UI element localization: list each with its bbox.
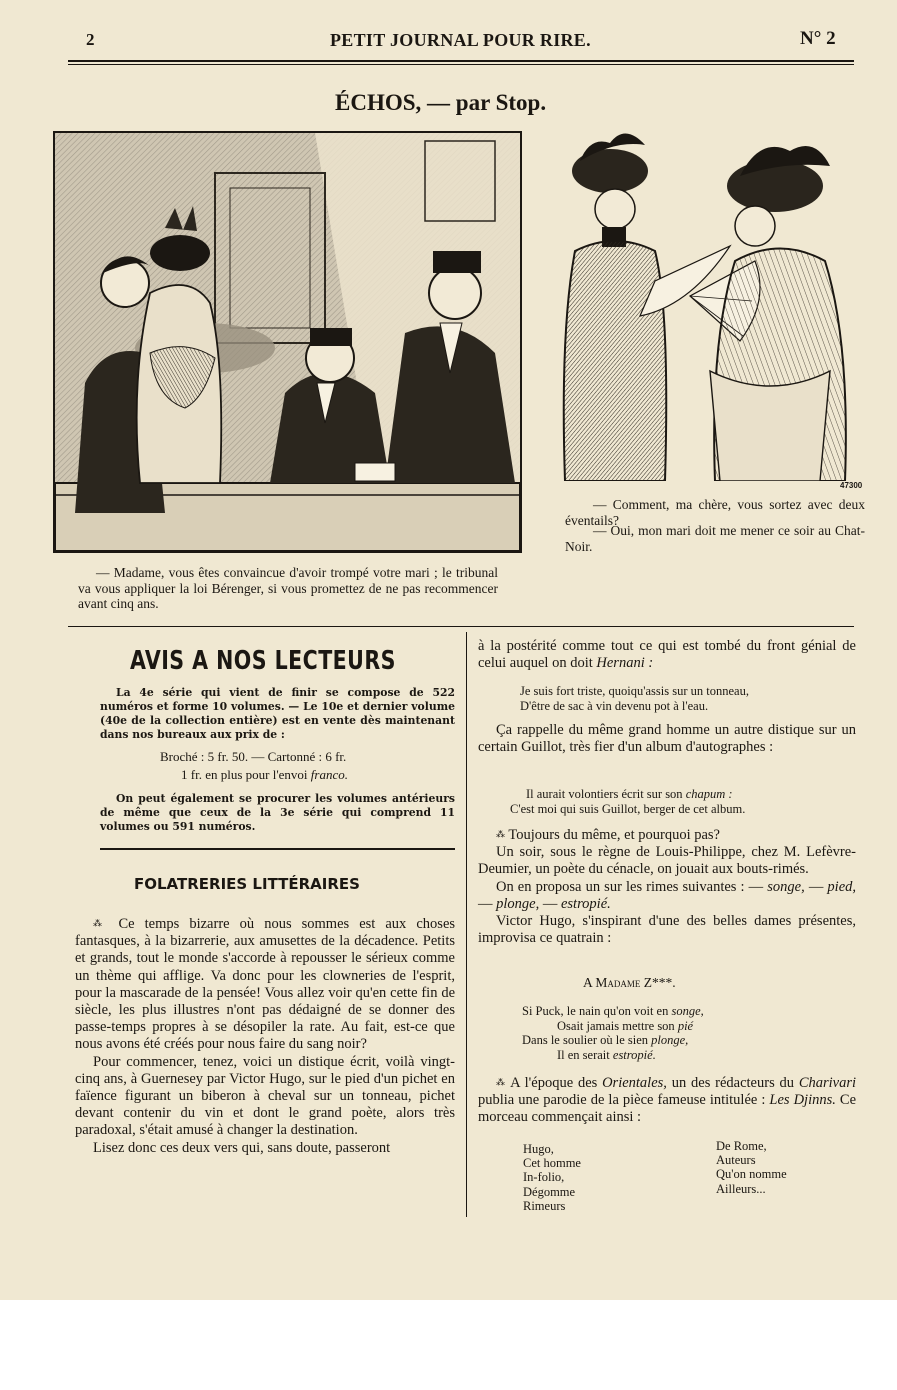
- verse-1-line-2: D'être de sac à vin devenu pot à l'eau.: [520, 698, 709, 713]
- djinns-right-3: Qu'on nomme: [716, 1167, 787, 1182]
- ladies-illustration: [560, 131, 866, 481]
- quatrain-line-4: Il en serait estropié.: [557, 1047, 656, 1062]
- asterism-icon: ⁂: [93, 918, 109, 928]
- quatrain-line-1: Si Puck, le nain qu'on voit en songe,: [522, 1004, 704, 1018]
- asterism-icon: ⁂: [496, 829, 505, 839]
- djinns-left-1: Hugo,: [523, 1142, 554, 1156]
- section-rule: [68, 626, 854, 627]
- courtroom-drawing: [55, 133, 520, 551]
- image-number: 47300: [840, 481, 863, 490]
- avis-notice-1: La 4e série qui vient de finir se compose de 522 numéros et forme 10 volumes. — Le 10e et dernier volume (40e de la collection entière) est en vente dès maintenant dans nos bureaux aux prix de :: [100, 686, 455, 741]
- djinns-left-3: In-folio,: [523, 1170, 565, 1185]
- djinns-left-4: Dégomme: [523, 1184, 576, 1199]
- avis-rule: [100, 848, 455, 850]
- avis-shipping-line: [181, 767, 348, 783]
- verse-1-line-1: Je suis fort triste, quoiqu'assis sur un tonneau,: [520, 684, 749, 698]
- rime-1: songe,: [767, 878, 805, 895]
- ladies-caption-1: — Comment, ma chère, vous sortez avec deux éventails?: [565, 497, 865, 528]
- folatreries-para-2: Pour commencer, tenez, voici un distique écrit, voilà vingt-cinq ans, à Guernesey par Victor Hugo, sur le pied d'un pichet en faïence figurant un biberon à cheval sur un tonneau, pichet devant contenir du vin et dont le grand poète, alors très paradoxal, s'était amusé à changer la destination.: [75, 1053, 455, 1139]
- chapum-word: chapum :: [685, 787, 733, 801]
- hernani-word: Hernani :: [596, 655, 654, 672]
- hernani-para: à la postérité comme tout ce qui est tombé du front génial de celui auquel on doit Hernani :: [478, 638, 856, 672]
- djinns-left-2: Cet homme: [523, 1156, 581, 1171]
- echos-title: ÉCHOS, — par Stop.: [335, 90, 547, 115]
- verse-2-line-1: Il aurait volontiers écrit sur son chapum :: [526, 787, 733, 801]
- page-number: 2: [86, 30, 95, 49]
- column-rule: [466, 632, 467, 1217]
- ladies-caption-2: — Oui, mon mari doit me mener ce soir au Chat-Noir.: [565, 523, 865, 554]
- hugo-para: Victor Hugo, s'inspirant d'une des belles dames présentes, improvisa ce quatrain :: [478, 913, 856, 947]
- rime-2: pied,: [827, 878, 857, 895]
- quatrain-line-2: Osait jamais mettre son pié: [557, 1018, 694, 1033]
- avis-title: AVIS A NOS LECTEURS: [130, 646, 396, 676]
- ladies-drawing: [560, 131, 866, 481]
- epoque-para: ⁂ A l'époque des Orientales, un des rédacteurs du Charivari publia une parodie de la pièce fameuse intitulée : Les Djinns. Ce morceau commençait ainsi :: [478, 1075, 857, 1126]
- djinns-left-5: Rimeurs: [523, 1198, 566, 1213]
- right-column-lower: [478, 826, 856, 947]
- folatreries-para-3: Lisez donc ces deux vers qui, sans doute, passeront: [93, 1139, 391, 1156]
- footer-band: [0, 1300, 897, 1390]
- djinns-right-4: Ailleurs...: [716, 1181, 766, 1196]
- verse-2-line-2: C'est moi qui suis Guillot, berger de cet album.: [510, 801, 746, 816]
- avis-prices: Broché : 5 fr. 50. — Cartonné : 6 fr.: [160, 749, 347, 764]
- rime-4: estropié.: [560, 895, 611, 912]
- header-rule: [68, 60, 854, 62]
- guillot-text: Ça rappelle du même grand homme un autre distique sur un certain Guillot, très fier d'un album d'autographes :: [478, 722, 856, 756]
- djinns-right-2: Auteurs: [716, 1153, 756, 1168]
- asterism-icon: ⁂: [496, 1077, 507, 1087]
- guillot-para: [478, 722, 856, 756]
- folatreries-body: [75, 915, 455, 1157]
- courtroom-illustration: [53, 131, 522, 553]
- folatreries-para-1: ⁂ Ce temps bizarre où nous sommes est aux choses fantasques, à la bizarrerie, aux amusettes de la décadence. Petits et grands, tout le monde s'accorde à repousser le sérieux comme un thème qui afflige. Va donc pour les clowneries de l'esprit, pour la mascarade de la pensée! Vous allez voir qu'en cette fin de siècle, les plus illustres n'ont pas dédaigné de se donner des passe-temps propres à se désopiler la rate. Au fait, est-ce que nous avons été créés pour nous faire du sang noir?: [75, 916, 456, 1053]
- djinns-left: [523, 1142, 581, 1213]
- right-column: [478, 638, 856, 672]
- folatreries-title: FOLATRERIES LITTÉRAIRES: [134, 875, 360, 893]
- quatrain: [522, 1004, 704, 1062]
- courtroom-caption: — Madame, vous êtes convaincue d'avoir trompé votre mari ; le tribunal va vous appliquer la loi Bérenger, si vous promettez de ne pas recommencer avant cinq ans.: [78, 565, 498, 611]
- issue-number: N° 2: [800, 28, 836, 49]
- rime-3: plonge,: [496, 895, 540, 912]
- soir-para: Un soir, sous le règne de Louis-Philippe, chez M. Lefèvre-Deumier, un poète du cénacle, on jouait aux bouts-rimés.: [478, 844, 856, 878]
- verse-2: [510, 787, 745, 816]
- toujours-para: ⁂ Toujours du même, et pourquoi pas?: [496, 827, 720, 843]
- header-rule-thin: [68, 64, 854, 65]
- proposa-para: On en proposa un sur les rimes suivantes : — songe, — pied, — plonge, — estropié.: [478, 878, 857, 912]
- avis-shipping: 1 fr. en plus pour l'envoi: [181, 767, 308, 782]
- djinns-right: [716, 1139, 787, 1196]
- poem-title: A Madame Z***.: [583, 975, 676, 990]
- avis-shipping-franco: franco.: [310, 767, 348, 782]
- masthead: PETIT JOURNAL POUR RIRE.: [330, 30, 591, 50]
- verse-1: [520, 684, 749, 713]
- avis-notice-2: On peut également se procurer les volumes antérieurs de même que ceux de la 3e série qui comprend 11 volumes ou 591 numéros.: [100, 792, 455, 833]
- djinns-right-1: De Rome,: [716, 1139, 767, 1153]
- quatrain-line-3: Dans le soulier où le sien plonge,: [522, 1033, 689, 1047]
